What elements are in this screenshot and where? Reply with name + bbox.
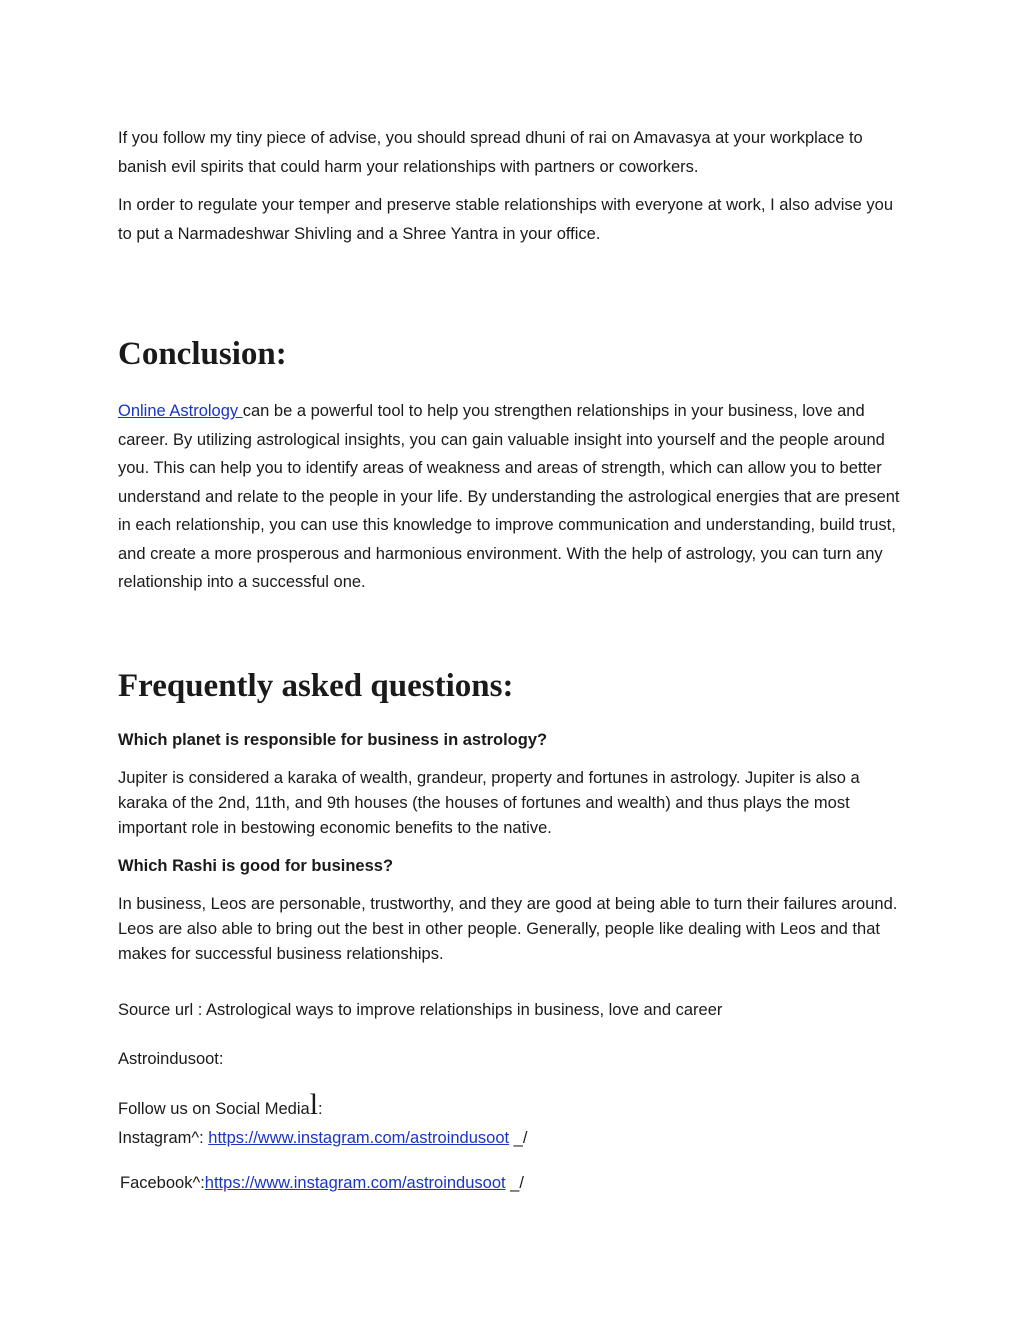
follow-big-char: l (309, 1088, 319, 1121)
instagram-line (118, 1124, 908, 1153)
intro-paragraph-1: If you follow my tiny piece of advise, you should spread dhuni of rai on Amavasya at your workplace to banish evil spirits that could harm your relationships with partners or coworkers. (118, 129, 863, 176)
instagram-trailing: _/ (509, 1129, 528, 1147)
facebook-line (120, 1169, 910, 1198)
brand-line: Astroindusoot: (118, 1050, 224, 1068)
facebook-label: Facebook^: (120, 1174, 205, 1192)
instagram-link[interactable]: https://www.instagram.com/astroindusoot (208, 1129, 510, 1147)
faq-answer-2: In business, Leos are personable, trustworthy, and they are good at being able to turn their failures around. Leos are also able to bring out the best in other people. Generally, people like dealing with Leos and that makes for successful business relationships. (118, 895, 898, 963)
faq-heading: Frequently asked questions: (118, 668, 514, 704)
online-astrology-link[interactable]: Online Astrology (118, 402, 243, 420)
conclusion-body: can be a powerful tool to help you strengthen relationships in your business, love and career. By utilizing astrological insights, you can gain valuable insight into yourself and the people around you. This can help you to identify areas of weakness and areas of strength, which can allow you to better understand and relate to the people in your life. By understanding the astrological energies that are present in each relationship, you can use this knowledge to improve communication and understanding, build trust, and create a more prosperous and harmonious environment. With the help of astrology, you can turn any relationship into a successful one. (118, 402, 900, 591)
instagram-label: Instagram^: (118, 1129, 209, 1147)
intro-paragraph-2: In order to regulate your temper and preserve stable relationships with everyone at work, I also advise you to put a Narmadeshwar Shivling and a Shree Yantra in your office. (118, 196, 893, 243)
faq-answer-1: Jupiter is considered a karaka of wealth, grandeur, property and fortunes in astrology. Jupiter is also a karaka of the 2nd, 11th, and 9th houses (the houses of fortunes and wealth) and thus plays the most important role in bestowing economic benefits to the native. (118, 769, 860, 837)
conclusion-paragraph (118, 397, 908, 597)
source-url-line: Source url : Astrological ways to improve relationships in business, love and career (118, 1001, 723, 1019)
follow-suffix: : (318, 1100, 323, 1118)
faq-question-2: Which Rashi is good for business? (118, 857, 394, 875)
facebook-trailing: _/ (505, 1174, 524, 1192)
follow-line (118, 1090, 908, 1124)
conclusion-heading: Conclusion: (118, 336, 287, 372)
follow-prefix: Follow us on Social Media (118, 1100, 310, 1118)
faq-question-1: Which planet is responsible for business in astrology? (118, 731, 548, 749)
facebook-link[interactable]: https://www.instagram.com/astroindusoot (204, 1174, 506, 1192)
